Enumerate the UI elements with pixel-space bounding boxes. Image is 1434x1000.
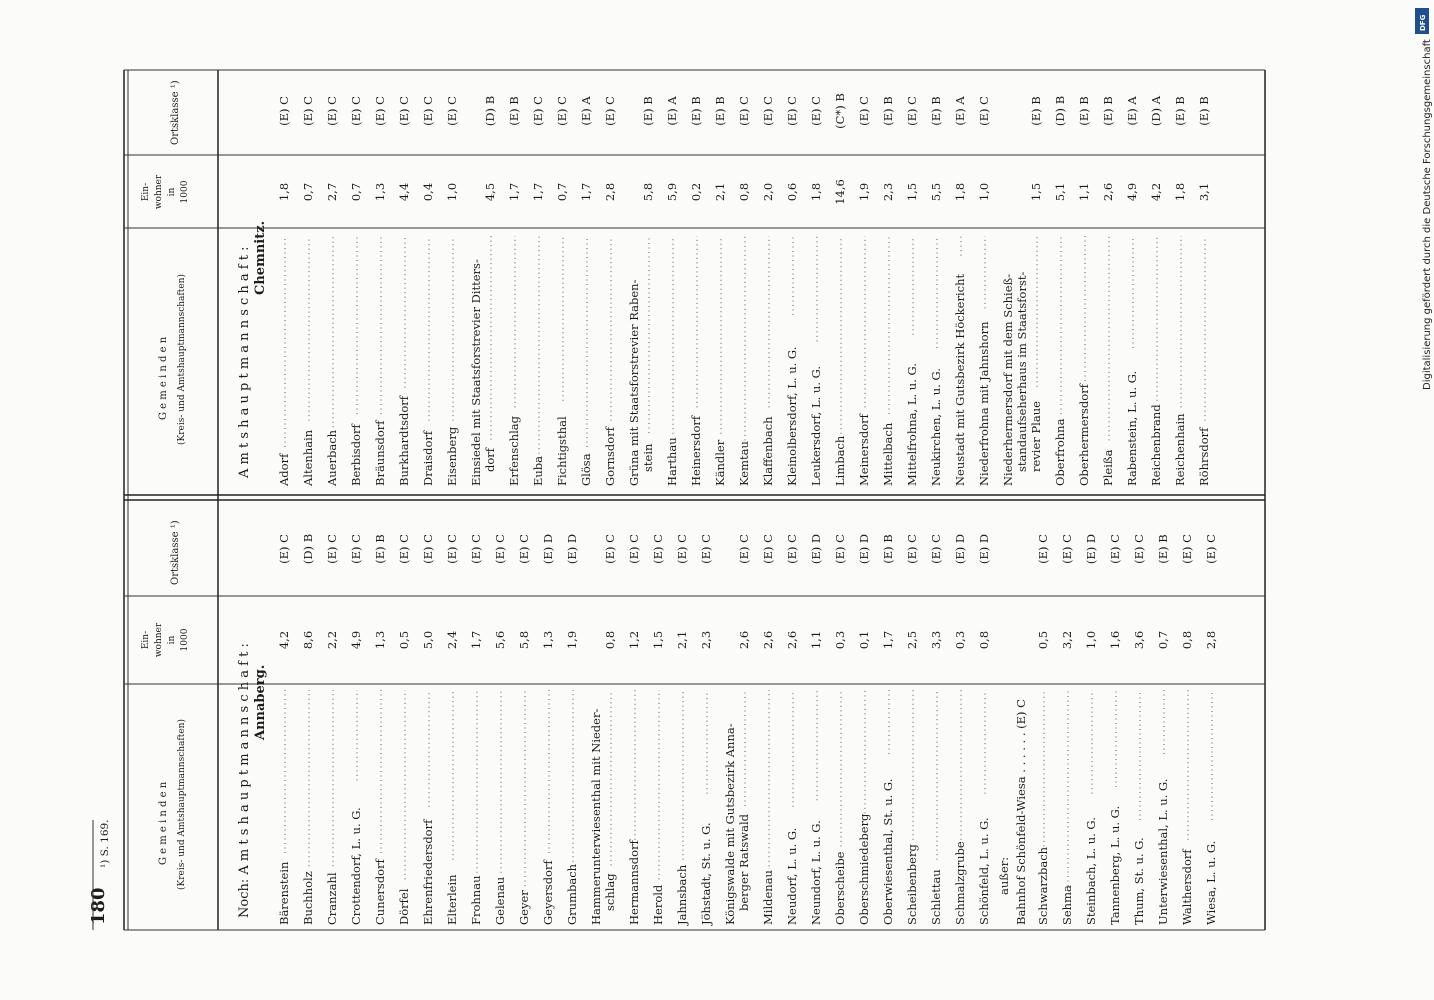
place-name: Buchholz bbox=[301, 871, 315, 925]
einwohner-value: 1,0 bbox=[977, 182, 991, 202]
einwohner-value: 0,3 bbox=[833, 630, 847, 650]
einwohner-header-line: in bbox=[167, 635, 177, 645]
einwohner-value: 0,7 bbox=[349, 182, 363, 202]
ortsklasse-value: (E) A bbox=[953, 96, 967, 126]
place-name: Jahnsbach bbox=[675, 864, 689, 925]
ortsklasse-value: (D) B bbox=[301, 533, 315, 565]
einwohner-value: 1,0 bbox=[445, 182, 459, 202]
place-name: Bräunsdorf bbox=[373, 420, 387, 486]
ortsklasse-value: (E) C bbox=[675, 534, 689, 564]
ortsklasse-value: (E) C bbox=[421, 96, 435, 126]
einwohner-value: 1,7 bbox=[531, 182, 545, 202]
einwohner-value: 2,6 bbox=[737, 630, 751, 650]
place-name: Dörfel bbox=[397, 888, 411, 925]
place-name: Mittelbach bbox=[881, 422, 895, 486]
ortsklasse-value: (E) C bbox=[905, 96, 919, 126]
ortsklasse-value: (E) B bbox=[1077, 96, 1091, 126]
left-header-gemeinden: G e m e i n d e n bbox=[158, 781, 169, 865]
einwohner-header-line: 1000 bbox=[180, 628, 190, 652]
ortsklasse-value: (E) D bbox=[857, 533, 871, 565]
left-section-prefix: Noch: A m t s h a u p t m a n n s c h a f t : bbox=[237, 643, 252, 918]
ortsklasse-value: (E) C bbox=[493, 534, 507, 564]
einwohner-value: 1,3 bbox=[373, 630, 387, 650]
einwohner-value: 2,7 bbox=[325, 182, 339, 202]
ortsklasse-value: (E) C bbox=[785, 534, 799, 564]
ortsklasse-value: (E) C bbox=[1060, 534, 1074, 564]
ortsklasse-value: (E) C bbox=[373, 96, 387, 126]
einwohner-value: 4,5 bbox=[483, 182, 497, 202]
einwohner-value: 1,3 bbox=[373, 182, 387, 202]
place-name: Mittelfrohna, L. u. G. bbox=[905, 363, 919, 486]
ortsklasse-value: (D) B bbox=[483, 95, 497, 127]
einwohner-value: 2,6 bbox=[761, 630, 775, 650]
place-name: Schlettau bbox=[929, 869, 943, 925]
ortsklasse-value: (E) C bbox=[445, 534, 459, 564]
place-name: Gornsdorf bbox=[603, 427, 617, 486]
einwohner-value: 2,6 bbox=[1101, 182, 1115, 202]
ortsklasse-value: (E) C bbox=[627, 534, 641, 564]
ortsklasse-value: (E) B bbox=[641, 96, 655, 126]
place-name: Burkhardtsdorf bbox=[397, 395, 411, 486]
right-section-prefix: A m t s h a u p t m a n n s c h a f t : bbox=[237, 246, 252, 478]
einwohner-value: 0,7 bbox=[555, 182, 569, 202]
ortsklasse-value: (E) B bbox=[881, 96, 895, 126]
place-name: Schönfeld, L. u. G. bbox=[977, 817, 991, 925]
place-name: Schwarzbach bbox=[1036, 846, 1050, 925]
einwohner-value: 3,6 bbox=[1132, 630, 1146, 650]
ortsklasse-value: (E) D bbox=[809, 533, 823, 565]
place-name: Reichenhain bbox=[1173, 413, 1187, 486]
einwohner-value: 0,8 bbox=[603, 630, 617, 650]
place-name: Unterwiesenthal, L. u. G. bbox=[1156, 778, 1170, 925]
place-name: Meinersdorf bbox=[857, 414, 871, 486]
left-header-einwohner bbox=[141, 622, 190, 657]
ortsklasse-value: (E) C bbox=[857, 96, 871, 126]
ortsklasse-value: (E) B bbox=[1101, 96, 1115, 126]
einwohner-value: 2,3 bbox=[699, 630, 713, 650]
place-name: Erfenschlag bbox=[507, 415, 521, 486]
einwohner-value: 2,4 bbox=[445, 630, 459, 650]
einwohner-value: 0,7 bbox=[301, 182, 315, 202]
place-name: Steinbach, L. u. G. bbox=[1084, 817, 1098, 925]
einwohner-value: 0,8 bbox=[737, 182, 751, 202]
einwohner-value: 1,7 bbox=[579, 182, 593, 202]
ortsklasse-value: (E) C bbox=[603, 96, 617, 126]
place-name: Einsiedel mit Staatsforstrevier Ditters- bbox=[469, 259, 483, 486]
ortsklasse-value: (D) A bbox=[1149, 95, 1163, 127]
footnote: ¹) S. 169. bbox=[99, 819, 111, 868]
place-name: Hermannsdorf bbox=[627, 840, 641, 925]
place-name: Mildenau bbox=[761, 870, 775, 925]
place-name: Tannenberg, L. u. G. bbox=[1108, 805, 1122, 925]
place-name: Röhrsdorf bbox=[1197, 427, 1211, 486]
ortsklasse-value: (E) C bbox=[1180, 534, 1194, 564]
right-header-ortsklasse: Ortsklasse ¹) bbox=[170, 80, 181, 145]
place-name: Kleinolbersdorf, L. u. G. bbox=[785, 346, 799, 486]
ortsklasse-value: (E) B bbox=[1156, 534, 1170, 564]
place-name: Limbach bbox=[833, 435, 847, 486]
einwohner-value: 0,2 bbox=[689, 182, 703, 202]
ortsklasse-value: (E) C bbox=[737, 534, 751, 564]
einwohner-value: 0,6 bbox=[785, 182, 799, 202]
einwohner-value: 5,1 bbox=[1053, 182, 1067, 202]
place-name-cont: standaufseherhaus im Staatsforst- bbox=[1015, 271, 1029, 472]
einwohner-value: 1,5 bbox=[651, 630, 665, 650]
ortsklasse-value: (E) C bbox=[905, 534, 919, 564]
ortsklasse-value: (E) B bbox=[373, 534, 387, 564]
ortsklasse-value: (E) C bbox=[531, 96, 545, 126]
einwohner-value: 1,7 bbox=[507, 182, 521, 202]
einwohner-value: 1,8 bbox=[953, 182, 967, 202]
credit-line: Digitalisierung gefördert durch die Deutsche Forschungsgemeinschaft bbox=[1422, 39, 1433, 390]
place-name: Auerbach bbox=[325, 429, 339, 486]
place-name: Scheibenberg bbox=[905, 844, 919, 925]
ortsklasse-value: (E) C bbox=[761, 534, 775, 564]
einwohner-value: 5,9 bbox=[665, 182, 679, 202]
ortsklasse-value: (E) A bbox=[665, 96, 679, 126]
einwohner-value: 0,8 bbox=[1180, 630, 1194, 650]
ortsklasse-value: (E) B bbox=[689, 96, 703, 126]
place-name: Walthersdorf bbox=[1180, 849, 1194, 925]
ortsklasse-value: (C*) B bbox=[833, 93, 847, 129]
ortsklasse-value: (E) C bbox=[833, 534, 847, 564]
place-name: Draisdorf bbox=[421, 430, 435, 486]
ortsklasse-value: (E) C bbox=[555, 96, 569, 126]
einwohner-value: 3,3 bbox=[929, 630, 943, 650]
right-header-gemeinden-sub: (Kreis- und Amtshauptmannschaften) bbox=[177, 274, 187, 445]
einwohner-value: 2,6 bbox=[785, 630, 799, 650]
ortsklasse-value: (E) B bbox=[881, 534, 895, 564]
place-name: Thum, St. u. G. bbox=[1132, 837, 1146, 925]
ortsklasse-value: (D) B bbox=[1053, 95, 1067, 127]
left-table-body bbox=[277, 534, 1218, 926]
ortsklasse-value: (E) C bbox=[977, 96, 991, 126]
place-name: Berbisdorf bbox=[349, 424, 363, 486]
place-name: Cunersdorf bbox=[373, 859, 387, 925]
einwohner-value: 2,1 bbox=[713, 182, 727, 202]
place-name: Sehma bbox=[1060, 885, 1074, 925]
place-name: Reichenbrand bbox=[1149, 404, 1163, 486]
left-section-name: Annaberg. bbox=[253, 664, 268, 740]
place-name: Rabenstein, L. u. G. bbox=[1125, 370, 1139, 486]
einwohner-value: 8,6 bbox=[301, 630, 315, 650]
page-number: 180 bbox=[88, 887, 109, 925]
einwohner-value: 4,9 bbox=[349, 630, 363, 650]
ortsklasse-value: (E) D bbox=[1084, 533, 1098, 565]
ortsklasse-value: (E) C bbox=[603, 534, 617, 564]
place-name: Heinersdorf bbox=[689, 415, 703, 486]
place-name: Königswalde mit Gutsbezirk Anna- bbox=[723, 723, 737, 925]
place-name: Hammerunterwiesenthal mit Nieder- bbox=[589, 708, 603, 925]
place-name: Grumbach bbox=[565, 863, 579, 925]
ortsklasse-value: (E) D bbox=[565, 533, 579, 565]
place-name: Jöhstadt, St. u. G. bbox=[699, 822, 713, 925]
ortsklasse-value: (E) C bbox=[929, 534, 943, 564]
place-name: Adorf bbox=[277, 453, 291, 486]
einwohner-value: 1,9 bbox=[565, 630, 579, 650]
einwohner-value: 1,0 bbox=[1084, 630, 1098, 650]
ortsklasse-value: (E) A bbox=[1125, 96, 1139, 126]
einwohner-value: 0,1 bbox=[857, 630, 871, 650]
place-name: Oberfrohna bbox=[1053, 418, 1067, 486]
einwohner-value: 0,7 bbox=[1156, 630, 1170, 650]
place-name: Oberhermersdorf bbox=[1077, 384, 1091, 486]
einwohner-value: 4,2 bbox=[1149, 182, 1163, 202]
left-header-ortsklasse: Ortsklasse ¹) bbox=[170, 520, 181, 585]
ortsklasse-value: (E) C bbox=[301, 96, 315, 126]
einwohner-value: 1,1 bbox=[809, 630, 823, 650]
ortsklasse-value: (E) C bbox=[761, 96, 775, 126]
right-table-body bbox=[277, 93, 1211, 487]
einwohner-value: 2,5 bbox=[905, 630, 919, 650]
einwohner-value: 2,2 bbox=[325, 630, 339, 650]
ortsklasse-value: (E) C bbox=[445, 96, 459, 126]
place-name: Cranzahl bbox=[325, 872, 339, 925]
einwohner-header-line: in bbox=[167, 187, 177, 197]
ortsklasse-value: (E) C bbox=[1132, 534, 1146, 564]
einwohner-value: 1,5 bbox=[1029, 182, 1043, 202]
einwohner-header-line: wohner bbox=[154, 174, 164, 210]
ortsklasse-value: (E) D bbox=[977, 533, 991, 565]
einwohner-value: 1,3 bbox=[541, 630, 555, 650]
einwohner-value: 2,0 bbox=[761, 182, 775, 202]
dfg-logo-text: DFG bbox=[1419, 14, 1427, 31]
ortsklasse-value: (E) B bbox=[1173, 96, 1187, 126]
einwohner-header-line: wohner bbox=[154, 622, 164, 658]
place-name-cont: schlag bbox=[603, 873, 617, 911]
einwohner-value: 0,5 bbox=[1036, 630, 1050, 650]
place-name-cont: berger Ratswald bbox=[737, 813, 751, 911]
einwohner-value: 1,5 bbox=[905, 182, 919, 202]
einwohner-value: 1,9 bbox=[857, 182, 871, 202]
left-header-gemeinden-sub: (Kreis- und Amtshauptmannschaften) bbox=[177, 719, 187, 890]
place-name: Neundorf, L. u. G. bbox=[809, 820, 823, 925]
einwohner-value: 3,1 bbox=[1197, 182, 1211, 202]
ortsklasse-value: (E) C bbox=[699, 534, 713, 564]
place-name: Klaffenbach bbox=[761, 416, 775, 486]
place-name: Oberschmiedeberg bbox=[857, 813, 871, 925]
einwohner-value: 1,7 bbox=[881, 630, 895, 650]
place-name: Euba bbox=[531, 455, 545, 486]
except-label: außer: bbox=[997, 856, 1011, 895]
except-entry: Bahnhof Schönfeld-Wiesa . . . . . . (E) C bbox=[1014, 699, 1028, 925]
place-name-cont: stein bbox=[641, 443, 655, 472]
einwohner-value: 2,3 bbox=[881, 182, 895, 202]
einwohner-value: 5,6 bbox=[493, 630, 507, 650]
einwohner-value: 5,8 bbox=[641, 182, 655, 202]
place-name: Bärenstein bbox=[277, 861, 291, 925]
einwohner-value: 0,4 bbox=[421, 182, 435, 202]
place-name: Crottendorf, L. u. G. bbox=[349, 807, 363, 925]
place-name: Niederhermersdorf mit dem Schieß- bbox=[1001, 273, 1015, 486]
einwohner-value: 5,5 bbox=[929, 182, 943, 202]
place-name: Kemtau bbox=[737, 441, 751, 486]
ortsklasse-value: (E) B bbox=[1197, 96, 1211, 126]
einwohner-header-line: 1000 bbox=[180, 180, 190, 204]
einwohner-value: 1,8 bbox=[277, 182, 291, 202]
place-name: Geyer bbox=[517, 890, 531, 925]
place-name: Kändler bbox=[713, 439, 727, 486]
einwohner-value: 5,0 bbox=[421, 630, 435, 650]
ortsklasse-value: (E) B bbox=[1029, 96, 1043, 126]
einwohner-value: 4,4 bbox=[397, 182, 411, 202]
einwohner-value: 0,3 bbox=[953, 630, 967, 650]
einwohner-value: 5,8 bbox=[517, 630, 531, 650]
ortsklasse-value: (E) B bbox=[507, 96, 521, 126]
place-name: Oberwiesenthal, St. u. G. bbox=[881, 778, 895, 925]
ortsklasse-value: (E) C bbox=[737, 96, 751, 126]
ortsklasse-value: (E) C bbox=[1204, 534, 1218, 564]
place-name: Altenhain bbox=[301, 429, 315, 486]
place-name: Glösa bbox=[579, 453, 593, 486]
einwohner-value: 1,2 bbox=[627, 630, 641, 650]
einwohner-value: 2,8 bbox=[1204, 630, 1218, 650]
place-name: Neustadt mit Gutsbezirk Höckericht bbox=[953, 273, 967, 486]
right-section-name: Chemnitz. bbox=[253, 220, 268, 295]
ortsklasse-value: (E) D bbox=[953, 533, 967, 565]
einwohner-value: 3,2 bbox=[1060, 630, 1074, 650]
ortsklasse-value: (E) C bbox=[277, 534, 291, 564]
einwohner-value: 1,7 bbox=[469, 630, 483, 650]
einwohner-value: 1,8 bbox=[809, 182, 823, 202]
place-name: Geyersdorf bbox=[541, 860, 555, 925]
place-name-cont: revier Plaue bbox=[1029, 401, 1043, 472]
einwohner-value: 1,1 bbox=[1077, 182, 1091, 202]
einwohner-value: 4,2 bbox=[277, 630, 291, 650]
ortsklasse-value: (E) B bbox=[713, 96, 727, 126]
ortsklasse-value: (E) C bbox=[421, 534, 435, 564]
place-name: Niederfrohna mit Jahnshorn bbox=[977, 321, 991, 486]
place-name: Schmalzgrube bbox=[953, 841, 967, 925]
ortsklasse-value: (E) C bbox=[397, 534, 411, 564]
einwohner-value: 1,6 bbox=[1108, 630, 1122, 650]
einwohner-value: 2,1 bbox=[675, 630, 689, 650]
ortsklasse-value: (E) C bbox=[469, 534, 483, 564]
place-name: Harthau bbox=[665, 437, 679, 486]
place-name: Elterlein bbox=[445, 874, 459, 925]
einwohner-header-line: Ein- bbox=[141, 182, 151, 202]
place-name: Ehrenfriedersdorf bbox=[421, 819, 435, 925]
ortsklasse-value: (E) C bbox=[517, 534, 531, 564]
place-name: Eisenberg bbox=[445, 426, 459, 486]
ortsklasse-value: (E) C bbox=[397, 96, 411, 126]
ortsklasse-value: (E) C bbox=[651, 534, 665, 564]
right-header-einwohner bbox=[141, 174, 190, 209]
place-name: Leukersdorf, L. u. G. bbox=[809, 365, 823, 486]
ortsklasse-value: (E) A bbox=[579, 96, 593, 126]
einwohner-header-line: Ein- bbox=[141, 630, 151, 650]
right-header-gemeinden: G e m e i n d e n bbox=[158, 336, 169, 420]
place-name: Frohnau bbox=[469, 875, 483, 925]
place-name: Grüna mit Staatsforstrevier Raben- bbox=[627, 279, 641, 486]
ortsklasse-value: (E) C bbox=[1036, 534, 1050, 564]
ortsklasse-value: (E) C bbox=[809, 96, 823, 126]
place-name: Gelenau bbox=[493, 876, 507, 925]
place-name: Fichtigsthal bbox=[555, 416, 569, 486]
place-name: Neudorf, L. u. G. bbox=[785, 827, 799, 925]
ortsklasse-value: (E) D bbox=[541, 533, 555, 565]
ortsklasse-value: (E) C bbox=[1108, 534, 1122, 564]
ortsklasse-value: (E) C bbox=[349, 96, 363, 126]
place-name: Pleißa bbox=[1101, 449, 1115, 486]
ortsklasse-value: (E) B bbox=[929, 96, 943, 126]
einwohner-value: 2,8 bbox=[603, 182, 617, 202]
ortsklasse-value: (E) C bbox=[785, 96, 799, 126]
place-name-cont: dorf bbox=[483, 447, 497, 472]
place-name: Wiesa, L. u. G. bbox=[1204, 840, 1218, 925]
place-name: Neukirchen, L. u. G. bbox=[929, 368, 943, 486]
einwohner-value: 4,9 bbox=[1125, 182, 1139, 202]
place-name: Herold bbox=[651, 884, 665, 925]
einwohner-value: 14,6 bbox=[833, 179, 847, 205]
place-name: Oberscheibe bbox=[833, 851, 847, 925]
ortsklasse-value: (E) C bbox=[325, 534, 339, 564]
ortsklasse-value: (E) C bbox=[349, 534, 363, 564]
einwohner-value: 1,8 bbox=[1173, 182, 1187, 202]
ortsklasse-value: (E) C bbox=[277, 96, 291, 126]
einwohner-value: 0,8 bbox=[977, 630, 991, 650]
ortsklasse-value: (E) C bbox=[325, 96, 339, 126]
einwohner-value: 0,5 bbox=[397, 630, 411, 650]
